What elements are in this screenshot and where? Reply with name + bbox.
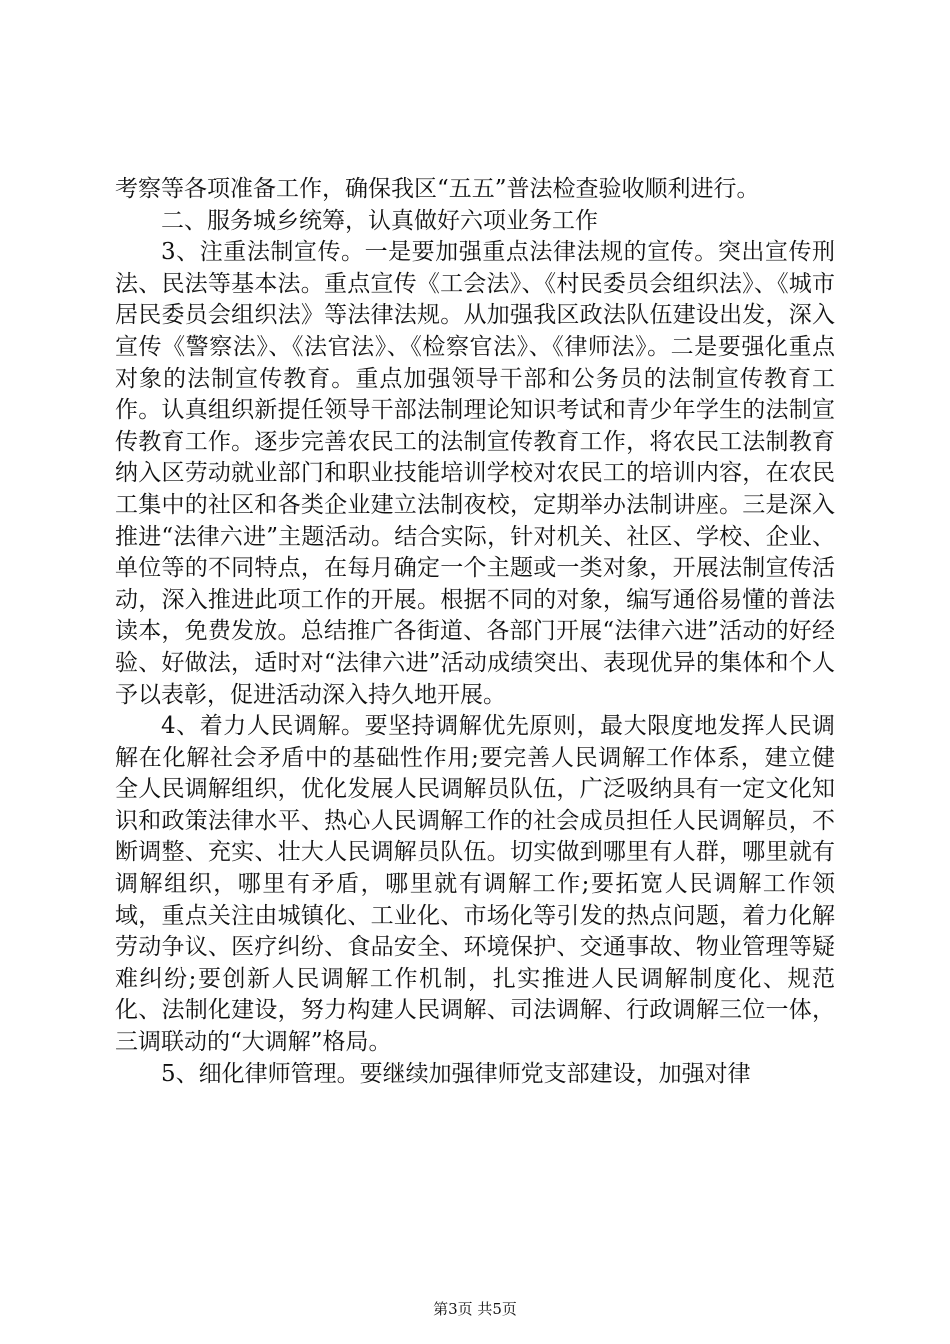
- section-heading: 二、服务城乡统筹，认真做好六项业务工作: [161, 207, 598, 234]
- paragraph-legal-publicity: 3、注重法制宣传。一是要加强重点法律法规的宣传。突出宣传刑法、民法等基本法。重点宣传《工会法》、《村民委员会组织法》、《城市居民委员会组织法》等法律法规。从加强我区政法队伍建设出发，深入宣传《警察法》、《法官法》、《检察官法》、《律师法》。二是要强化重点对象的法制宣传教育。重点加强领导干部和公务员的法制宣传教育工作。认真组织新提任领导干部法制理论知识考试和青少年学生的法制宣传教育工作。逐步完善农民工的法制宣传教育工作，将农民工法制教育纳入区劳动就业部门和职业技能培训学校对农民工的培训内容，在农民工集中的社区和各类企业建立法制夜校，定期举办法制讲座。三是深入推进“法律六进”主题活动。结合实际，针对机关、社区、学校、企业、单位等的不同特点，在每月确定一个主题或一类对象，开展法制宣传活动，深入推进此项工作的开展。根据不同的对象，编写通俗易懂的普法读本，免费发放。总结推广各街道、各部门开展“法律六进”活动的好经验、好做法，适时对“法律六进”活动成绩突出、表现优异的集体和个人予以表彰，促进活动深入持久地开展。: [115, 239, 835, 708]
- page-number-footer: 第3页 共5页: [433, 1300, 517, 1318]
- document-body: [115, 174, 835, 1090]
- paragraph-lawyer-management: 5、细化律师管理。要继续加强律师党支部建设，加强对律: [161, 1060, 751, 1087]
- paragraph-people-mediation: 4、着力人民调解。要坚持调解优先原则，最大限度地发挥人民调解在化解社会矛盾中的基础性作用;要完善人民调解工作体系，建立健全人民调解组织，优化发展人民调解员队伍，广泛吸纳具有一定文化知识和政策法律水平、热心人民调解工作的社会成员担任人民调解员，不断调整、充实、壮大人民调解员队伍。切实做到哪里有人群，哪里就有调解组织，哪里有矛盾，哪里就有调解工作;要拓宽人民调解工作领域，重点关注由城镇化、工业化、市场化等引发的热点问题，着力化解劳动争议、医疗纠纷、食品安全、环境保护、交通事故、物业管理等疑难纠纷;要创新人民调解工作机制，扎实推进人民调解制度化、规范化、法制化建设，努力构建人民调解、司法调解、行政调解三位一体，三调联动的“大调解”格局。: [115, 713, 835, 1056]
- paragraph-continuation: 考察等各项准备工作，确保我区“五五”普法检查验收顺利进行。: [115, 176, 760, 202]
